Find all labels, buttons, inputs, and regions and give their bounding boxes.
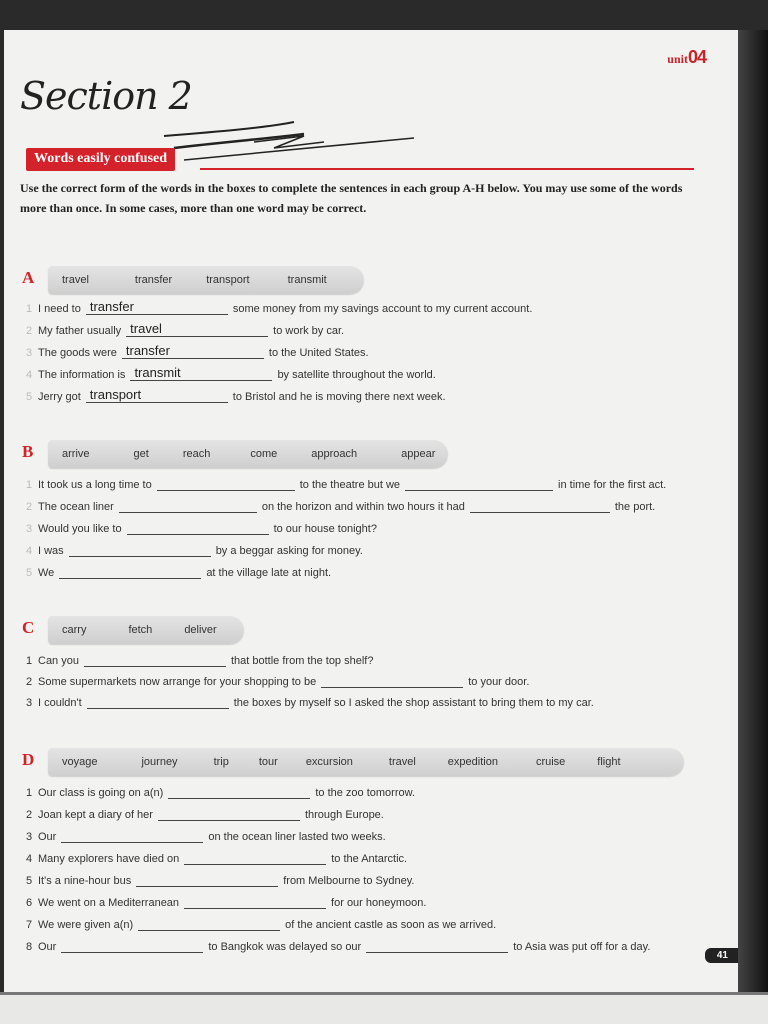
word-option: deliver: [184, 624, 217, 636]
answer-blank[interactable]: [366, 938, 508, 953]
words-easily-confused-tag: Words easily confused: [26, 148, 175, 171]
word-option: voyage: [62, 756, 98, 768]
answer-blank[interactable]: [86, 300, 228, 315]
word-option: expedition: [447, 756, 498, 768]
sentence-number: 6: [26, 897, 33, 909]
group-letter-c: C: [22, 618, 35, 637]
answer-blank[interactable]: [122, 344, 264, 359]
sentence-text: Can you: [38, 655, 79, 667]
sentence-text: from Melbourne to Sydney.: [283, 875, 415, 887]
answer-blank[interactable]: [126, 322, 268, 337]
word-box-d: [48, 748, 684, 776]
sentence-text: for our honeymoon.: [331, 897, 427, 909]
sentence-text: some money from my savings account to my current account.: [232, 303, 533, 315]
sentence-text: Our: [38, 941, 57, 953]
sentence-b-2: [26, 498, 655, 513]
sentence-number: 4: [26, 853, 33, 865]
handwritten-answer: transmit: [134, 365, 181, 380]
unit-text: unit: [667, 52, 688, 66]
instructions: Use the correct form of the words in the boxes to complete the sentences in each group A-H below. You may use some of the words more than once. In some cases, more than one word may be correct.: [20, 181, 683, 215]
page-number: 41: [705, 948, 738, 963]
sentence-number: 5: [26, 875, 33, 887]
sentence-c-1: [26, 652, 373, 667]
answer-blank[interactable]: [138, 916, 280, 931]
sentence-text: the port.: [614, 501, 656, 513]
sentence-number: 2: [26, 676, 33, 688]
word-option: fetch: [128, 624, 153, 636]
word-option: transfer: [134, 274, 173, 286]
word-option: flight: [597, 756, 621, 768]
sentence-text: on the ocean liner lasted two weeks.: [208, 831, 386, 843]
answer-blank[interactable]: [84, 652, 226, 667]
handwritten-answer: transfer: [89, 299, 134, 314]
word-option: journey: [141, 756, 178, 768]
sentence-a-5: [26, 388, 446, 403]
page-bottom-edge: [0, 992, 768, 1024]
sentence-number: 5: [26, 391, 33, 403]
workbook-page: [4, 30, 738, 992]
unit-number: 04: [687, 47, 706, 67]
answer-blank[interactable]: [130, 366, 272, 381]
sentence-a-3: [26, 344, 369, 359]
word-box-a: [48, 266, 364, 294]
sentence-text: We were given a(n): [38, 919, 134, 931]
answer-blank[interactable]: [59, 564, 201, 579]
sentence-c-3: [26, 694, 594, 709]
word-box-b: [48, 440, 448, 468]
answer-blank[interactable]: [184, 850, 326, 865]
sentence-text: Many explorers have died on: [38, 853, 180, 865]
unit-label: [667, 47, 706, 68]
sentence-text: The information is: [38, 369, 126, 381]
handwritten-answer: transfer: [125, 343, 170, 358]
sentence-number: 1: [26, 479, 33, 491]
word-option: come: [250, 448, 278, 460]
group-letter-d: D: [22, 750, 35, 769]
sentence-text: Our class is going on a(n): [38, 787, 164, 799]
sentence-number: 3: [26, 697, 33, 709]
answer-blank[interactable]: [470, 498, 610, 513]
sentence-text: of the ancient castle as soon as we arrived.: [285, 919, 497, 931]
sentence-c-2: [26, 673, 529, 688]
sentence-number: 5: [26, 567, 33, 579]
sentence-d-4: [26, 850, 407, 865]
word-option: get: [133, 448, 149, 460]
sentence-d-2: [26, 806, 384, 821]
sentence-text: through Europe.: [304, 809, 384, 821]
sentence-text: I need to: [38, 303, 81, 315]
sentence-text: We: [38, 567, 55, 579]
sentence-text: The goods were: [38, 347, 117, 359]
sentence-text: to the zoo tomorrow.: [315, 787, 416, 799]
section-title: Section 2: [20, 74, 192, 118]
book-spine: [738, 30, 768, 992]
sentence-b-3: [26, 520, 377, 535]
sentence-number: 2: [26, 501, 33, 513]
sentence-text: Joan kept a diary of her: [38, 809, 153, 821]
sentence-text: My father usually: [38, 325, 122, 337]
answer-blank[interactable]: [405, 476, 553, 491]
sentence-d-5: [26, 872, 414, 887]
answer-blank[interactable]: [86, 388, 228, 403]
answer-blank[interactable]: [127, 520, 269, 535]
sentence-text: to Bangkok was delayed so our: [208, 941, 362, 953]
sentence-a-1: [26, 300, 532, 315]
sentence-text: on the horizon and within two hours it had: [261, 501, 465, 513]
sentence-text: by a beggar asking for money.: [215, 545, 363, 557]
answer-blank[interactable]: [61, 938, 203, 953]
scribble-underline: [154, 98, 424, 168]
sentence-number: 1: [26, 303, 33, 315]
sentence-text: I couldn't: [38, 697, 82, 709]
sentence-number: 1: [26, 655, 33, 667]
sentence-text: at the village late at night.: [206, 567, 332, 579]
word-option: excursion: [305, 756, 353, 768]
sentence-a-4: [26, 366, 436, 381]
word-option: transport: [206, 274, 250, 286]
word-option: trip: [213, 756, 229, 768]
answer-blank[interactable]: [61, 828, 203, 843]
sentence-text: the boxes by myself so I asked the shop assistant to bring them to my car.: [233, 697, 594, 709]
sentence-text: to Bristol and he is moving there next week.: [232, 391, 446, 403]
sentence-number: 4: [26, 545, 33, 557]
answer-blank[interactable]: [136, 872, 278, 887]
sentence-d-6: [26, 894, 426, 909]
sentence-d-3: [26, 828, 386, 843]
word-option: tour: [258, 756, 278, 768]
sentence-text: It took us a long time to: [38, 479, 152, 491]
word-option: approach: [311, 448, 358, 460]
sentence-number: 3: [26, 523, 33, 535]
sentence-text: to Asia was put off for a day.: [513, 941, 651, 953]
sentence-text: in time for the first act.: [558, 479, 667, 491]
word-option: cruise: [535, 756, 566, 768]
answer-blank[interactable]: [158, 806, 300, 821]
sentence-text: that bottle from the top shelf?: [230, 655, 374, 667]
word-option: transmit: [287, 274, 327, 286]
sentence-text: to our house tonight?: [273, 523, 377, 535]
sentence-text: I was: [38, 545, 64, 557]
sentence-a-2: [26, 322, 344, 337]
sentence-text: to the Antarctic.: [331, 853, 408, 865]
word-option: travel: [62, 274, 89, 286]
tag-divider: [200, 168, 694, 170]
sentence-number: 4: [26, 369, 33, 381]
sentence-text: We went on a Mediterranean: [38, 897, 180, 909]
word-option: appear: [401, 448, 436, 460]
answer-blank[interactable]: [321, 673, 463, 688]
answer-blank[interactable]: [184, 894, 326, 909]
sentence-b-1: [26, 476, 666, 491]
sentence-b-4: [26, 542, 363, 557]
sentence-text: to your door.: [468, 676, 530, 688]
word-option: reach: [182, 448, 211, 460]
sentence-d-7: [26, 916, 496, 931]
handwritten-answer: travel: [130, 321, 162, 336]
sentence-number: 2: [26, 809, 33, 821]
answer-blank[interactable]: [119, 498, 257, 513]
sentence-text: It's a nine-hour bus: [38, 875, 132, 887]
sentence-number: 7: [26, 919, 33, 931]
answer-blank[interactable]: [168, 784, 310, 799]
sentence-text: The ocean liner: [38, 501, 114, 513]
sentence-d-8: [26, 938, 650, 953]
word-option: travel: [388, 756, 416, 768]
sentence-text: to the United States.: [268, 347, 369, 359]
group-letter-a: A: [22, 268, 35, 287]
word-option: carry: [62, 624, 87, 636]
sentence-text: by satellite throughout the world.: [277, 369, 436, 381]
answer-blank[interactable]: [87, 694, 229, 709]
word-option: arrive: [62, 448, 90, 460]
answer-blank[interactable]: [69, 542, 211, 557]
sentence-number: 3: [26, 347, 33, 359]
sentence-b-5: [26, 564, 331, 579]
group-letter-b: B: [22, 442, 34, 461]
sentence-text: to the theatre but we: [299, 479, 401, 491]
sentence-text: Would you like to: [38, 523, 122, 535]
sentence-number: 1: [26, 787, 33, 799]
sentence-text: Our: [38, 831, 57, 843]
sentence-text: Jerry got: [38, 391, 81, 403]
handwritten-answer: transport: [89, 387, 142, 402]
sentence-text: to work by car.: [273, 325, 345, 337]
sentence-number: 8: [26, 941, 33, 953]
sentence-number: 2: [26, 325, 33, 337]
sentence-text: Some supermarkets now arrange for your shopping to be: [38, 676, 317, 688]
sentence-d-1: [26, 784, 415, 799]
word-box-c: [48, 616, 244, 644]
sentence-number: 3: [26, 831, 33, 843]
answer-blank[interactable]: [157, 476, 295, 491]
